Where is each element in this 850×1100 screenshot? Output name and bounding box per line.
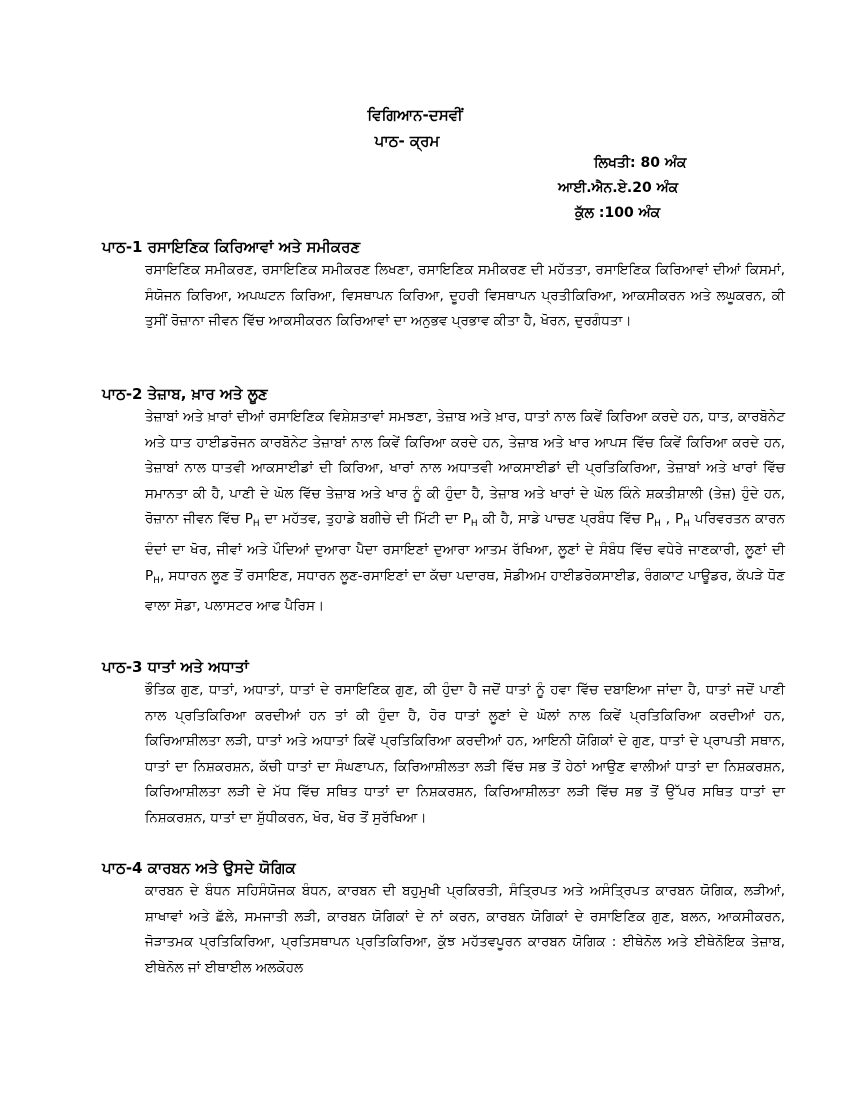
ph-symbol: $P_H$ bbox=[675, 511, 690, 530]
written-marks: ਲਿਖਤੀ: 80 ਅੰਕ bbox=[594, 155, 687, 171]
body-text: ਦਾ ਮਹੱਤਵ, ਤੁਹਾਡੇ ਬਗੀਚੇ ਦੀ ਮਿੱਟੀ ਦਾ bbox=[259, 511, 463, 528]
chapter-heading: ਪਾਠ-2 ਤੇਜ਼ਾਬ, ਖ਼ਾਰ ਅਤੇ ਲੂਣ bbox=[102, 385, 268, 403]
document-subtitle: ਪਾਠ- ਕ੍ਰਮ bbox=[374, 132, 440, 150]
chapter-heading: ਪਾਠ-1 ਰਸਾਇਣਿਕ ਕਿਰਿਆਵਾਂ ਅਤੇ ਸਮੀਕਰਣ bbox=[102, 238, 361, 256]
body-text: ਪਰਿਵਰਤਨ ਕਾਰਨ ਦੰਦਾਂ ਦਾ ਖੋਰ, ਜੀਵਾਂ ਅਤੇ ਪੌਦਿਆਂ ਦੁਆਰਾ ਪੈਦਾ ਰਸਾਇਣਾਂ ਦੁਆਰਾ ਆਤਮ ਰੱਖਿਆ, ਲੂਣਾਂ ਦੇ ਸੰਬੰਧ ਵਿੱਚ ਵਧੇਰੇ ਜਾਣਕਾਰੀ, ਲੂਣਾਂ ਦੀ bbox=[145, 511, 785, 558]
body-text: ਕੀ ਹੈ, ਸਾਡੇ ਪਾਚਣ ਪ੍ਰਬੰਧ ਵਿੱਚ bbox=[477, 511, 646, 528]
chapter-2 bbox=[102, 383, 792, 620]
chapter-heading: ਪਾਠ-4 ਕਾਰਬਨ ਅਤੇ ਉਸਦੇ ਯੋਗਿਕ bbox=[102, 859, 296, 877]
chapter-body: ਭੌਤਿਕ ਗੁਣ, ਧਾਤਾਂ, ਅਧਾਤਾਂ, ਧਾਤਾਂ ਦੇ ਰਸਾਇਣਿਕ ਗੁਣ, ਕੀ ਹੁੰਦਾ ਹੈ ਜਦੋਂ ਧਾਤਾਂ ਨੂੰ ਹਵਾ ਵਿੱਚ ਦਬਾਇਆ ਜਾਂਦਾ ਹੈ, ਧਾਤਾਂ ਜਦੋਂ ਪਾਣੀ ਨਾਲ ਪ੍ਰਤਿਕਿਰਿਆ ਕਰਦੀਆਂ ਹਨ ਤਾਂ ਕੀ ਹੁੰਦਾ ਹੈ, ਹੋਰ ਧਾਤਾਂ ਲੂਣਾਂ ਦੇ ਘੋਲਾਂ ਨਾਲ ਕਿਵੇਂ ਪ੍ਰਤਿਕਿਰਿਆ ਕਰਦੀਆਂ ਹਨ, ਕਿਰਿਆਸ਼ੀਲਤਾ ਲੜੀ, ਧਾਤਾਂ ਅਤੇ ਅਧਾਤਾਂ ਕਿਵੇਂ ਪ੍ਰਤਿਕਿਰਿਆ ਕਰਦੀਆਂ ਹਨ, ਆਇਨੀ ਯੋਗਿਕਾਂ ਦੇ ਗੁਣ, ਧਾਤਾਂ ਦੇ ਪ੍ਰਾਪਤੀ ਸਥਾਨ, ਧਾਤਾਂ ਦਾ ਨਿਸ਼ਕਰਸ਼ਨ, ਕੱਚੀ ਧਾਤਾਂ ਦਾ ਸੰਘਣਾਪਨ, ਕਿਰਿਆਸ਼ੀਲਤਾ ਲੜੀ ਵਿੱਚ ਸਭ ਤੋਂ ਹੇਠਾਂ ਆਉਣ ਵਾਲੀਆਂ ਧਾਤਾਂ ਦਾ ਨਿਸ਼ਕਰਸ਼ਨ, ਕਿਰਿਆਸ਼ੀਲਤਾ ਲੜੀ ਦੇ ਮੱਧ ਵਿੱਚ ਸਥਿਤ ਧਾਤਾਂ ਦਾ ਨਿਸ਼ਕਰਸ਼ਨ, ਕਿਰਿਆਸ਼ੀਲਤਾ ਲੜੀ ਵਿੱਚ ਸਭ ਤੋਂ ਉੱਪਰ ਸਥਿਤ ਧਾਤਾਂ ਦਾ ਨਿਸ਼ਕਰਸ਼ਨ, ਧਾਤਾਂ ਦਾ ਸ਼ੁੱਧੀਕਰਨ, ਖੋਰ, ਖੋਰ ਤੋਂ ਸੁਰੱਖਿਆ। bbox=[145, 682, 785, 826]
chapter-1 bbox=[102, 236, 792, 335]
ph-symbol: $P_H$ bbox=[244, 511, 260, 530]
document-title: ਵਿਗਿਆਨ-ਦਸਵੀਂ bbox=[367, 106, 463, 124]
chapter-4 bbox=[102, 857, 792, 981]
chapter-3 bbox=[102, 656, 792, 832]
total-marks: ਕੁੱਲ :100 ਅੰਕ bbox=[575, 205, 661, 221]
ph-symbol: $P_H$ bbox=[145, 567, 160, 586]
chapter-body: ਕਾਰਬਨ ਦੇ ਬੰਧਨ ਸਹਿਸੰਯੋਜਕ ਬੰਧਨ, ਕਾਰਬਨ ਦੀ ਬਹੁਮੁਖੀ ਪ੍ਰਕਿਰਤੀ, ਸੰਤ੍ਰਿਪਤ ਅਤੇ ਅਸੰਤ੍ਰਿਪਤ ਕਾਰਬਨ ਯੋਗਿਕ, ਲੜੀਆਂ, ਸ਼ਾਖਾਵਾਂ ਅਤੇ ਛੱਲੇ, ਸਮਜਾਤੀ ਲੜੀ, ਕਾਰਬਨ ਯੋਗਿਕਾਂ ਦੇ ਨਾਂ ਕਰਨ, ਕਾਰਬਨ ਯੋਗਿਕਾਂ ਦੇ ਰਸਾਇਣਿਕ ਗੁਣ, ਬਲਨ, ਆਕਸੀਕਰਨ, ਜੋੜਾਤਮਕ ਪ੍ਰਤਿਕਿਰਿਆ, ਪ੍ਰਤਿਸਥਾਪਨ ਪ੍ਰਤਿਕਿਰਿਆ, ਕੁੱਝ ਮਹੱਤਵਪੂਰਨ ਕਾਰਬਨ ਯੋਗਿਕ : ਈਥੇਨੋਲ ਅਤੇ ਈਥੇਨੋਇਕ ਤੇਜ਼ਾਬ, ਈਥੇਨੋਲ ਜਾਂ ਈਥਾਈਲ ਅਲਕੋਹਲ bbox=[145, 883, 785, 976]
body-text: , bbox=[660, 511, 676, 528]
ph-symbol: $P_H$ bbox=[645, 511, 661, 530]
chapter-heading: ਪਾਠ-3 ਧਾਤਾਂ ਅਤੇ ਅਧਾਤਾਂ bbox=[102, 658, 249, 676]
chapter-body: ਰਸਾਇਣਿਕ ਸਮੀਕਰਣ, ਰਸਾਇਣਿਕ ਸਮੀਕਰਣ ਲਿਖਣਾ, ਰਸਾਇਣਿਕ ਸਮੀਕਰਣ ਦੀ ਮਹੱਤਤਾ, ਰਸਾਇਣਿਕ ਕਿਰਿਆਵਾਂ ਦੀਆਂ ਕਿਸਮਾਂ, ਸੰਯੋਜਨ ਕਿਰਿਆ, ਅਪਘਟਨ ਕਿਰਿਆ, ਵਿਸਥਾਪਨ ਕਿਰਿਆ, ਦੂਹਰੀ ਵਿਸਥਾਪਨ ਪ੍ਰਤੀਕਿਰਿਆ, ਆਕਸੀਕਰਨ ਅਤੇ ਲਘੂਕਰਨ, ਕੀ ਤੁਸੀਂ ਰੋਜ਼ਾਨਾ ਜੀਵਨ ਵਿੱਚ ਆਕਸੀਕਰਨ ਕਿਰਿਆਵਾਂ ਦਾ ਅਨੁਭਵ ਪ੍ਰਭਾਵ ਕੀਤਾ ਹੈ, ਖੋਰਨ, ਦੁਰਗੰਧਤਾ। bbox=[145, 262, 785, 330]
body-text: , ਸਧਾਰਨ ਲੂਣ ਤੋਂ ਰਸਾਇਣ, ਸਧਾਰਨ ਲੂਣ-ਰਸਾਇਣਾਂ ਦਾ ਕੱਚਾ ਪਦਾਰਥ, ਸੋਡੀਅਮ ਹਾਈਡਰੋਕਸਾਈਡ, ਰੰਗਕਾਟ ਪਾਊਡਰ, ਕੱਪੜੇ ਧੋਣ ਵਾਲਾ ਸੋਡਾ, ਪਲਾਸਟਰ ਆਫ ਪੈਰਿਸ। bbox=[145, 567, 785, 615]
ph-symbol: $P_H$ bbox=[462, 511, 478, 530]
chapter-body bbox=[145, 405, 785, 620]
ina-marks: ਆਈ.ਐਨ.ਏ.20 ਅੰਕ bbox=[558, 180, 679, 196]
body-text: ਤੇਜ਼ਾਬਾਂ ਅਤੇ ਖ਼ਾਰਾਂ ਦੀਆਂ ਰਸਾਇਣਿਕ ਵਿਸ਼ੇਸ਼ਤਾਵਾਂ ਸਮਝਣਾ, ਤੇਜ਼ਾਬ ਅਤੇ ਖ਼ਾਰ, ਧਾਤਾਂ ਨਾਲ ਕਿਵੇਂ ਕਿਰਿਆ ਕਰਦੇ ਹਨ, ਧਾਤ, ਕਾਰਬੋਨੇਟ ਅਤੇ ਧਾਤ ਹਾਈਡਰੋਜਨ ਕਾਰਬੋਨੇਟ ਤੇਜ਼ਾਬਾਂ ਨਾਲ ਕਿਵੇਂ ਕਿਰਿਆ ਕਰਦੇ ਹਨ, ਤੇਜ਼ਾਬ ਅਤੇ ਖਾਰ ਆਪਸ ਵਿੱਚ ਕਿਵੇਂ ਕਿਰਿਆ ਕਰਦੇ ਹਨ, ਤੇਜ਼ਾਬਾਂ ਨਾਲ ਧਾਤਵੀ ਆਕਸਾਈਡਾਂ ਦੀ ਕਿਰਿਆ, ਖਾਰਾਂ ਨਾਲ ਅਧਾਤਵੀ ਆਕਸਾਈਡਾਂ ਦੀ ਪ੍ਰਤਿਕਿਰਿਆ, ਤੇਜ਼ਾਬਾਂ ਅਤੇ ਖਾਰਾਂ ਵਿੱਚ ਸਮਾਨਤਾ ਕੀ ਹੈ, ਪਾਣੀ ਦੇ ਘੋਲ ਵਿੱਚ ਤੇਜ਼ਾਬ ਅਤੇ ਖਾਰ ਨੂੰ ਕੀ ਹੁੰਦਾ ਹੈ, ਤੇਜ਼ਾਬ ਅਤੇ ਖਾਰਾਂ ਦੇ ਘੋਲ ਕਿੰਨੇ ਸ਼ਕਤੀਸ਼ਾਲੀ (ਤੇਜ਼) ਹੁੰਦੇ ਹਨ, ਰੋਜ਼ਾਨਾ ਜੀਵਨ ਵਿੱਚ bbox=[145, 409, 785, 528]
